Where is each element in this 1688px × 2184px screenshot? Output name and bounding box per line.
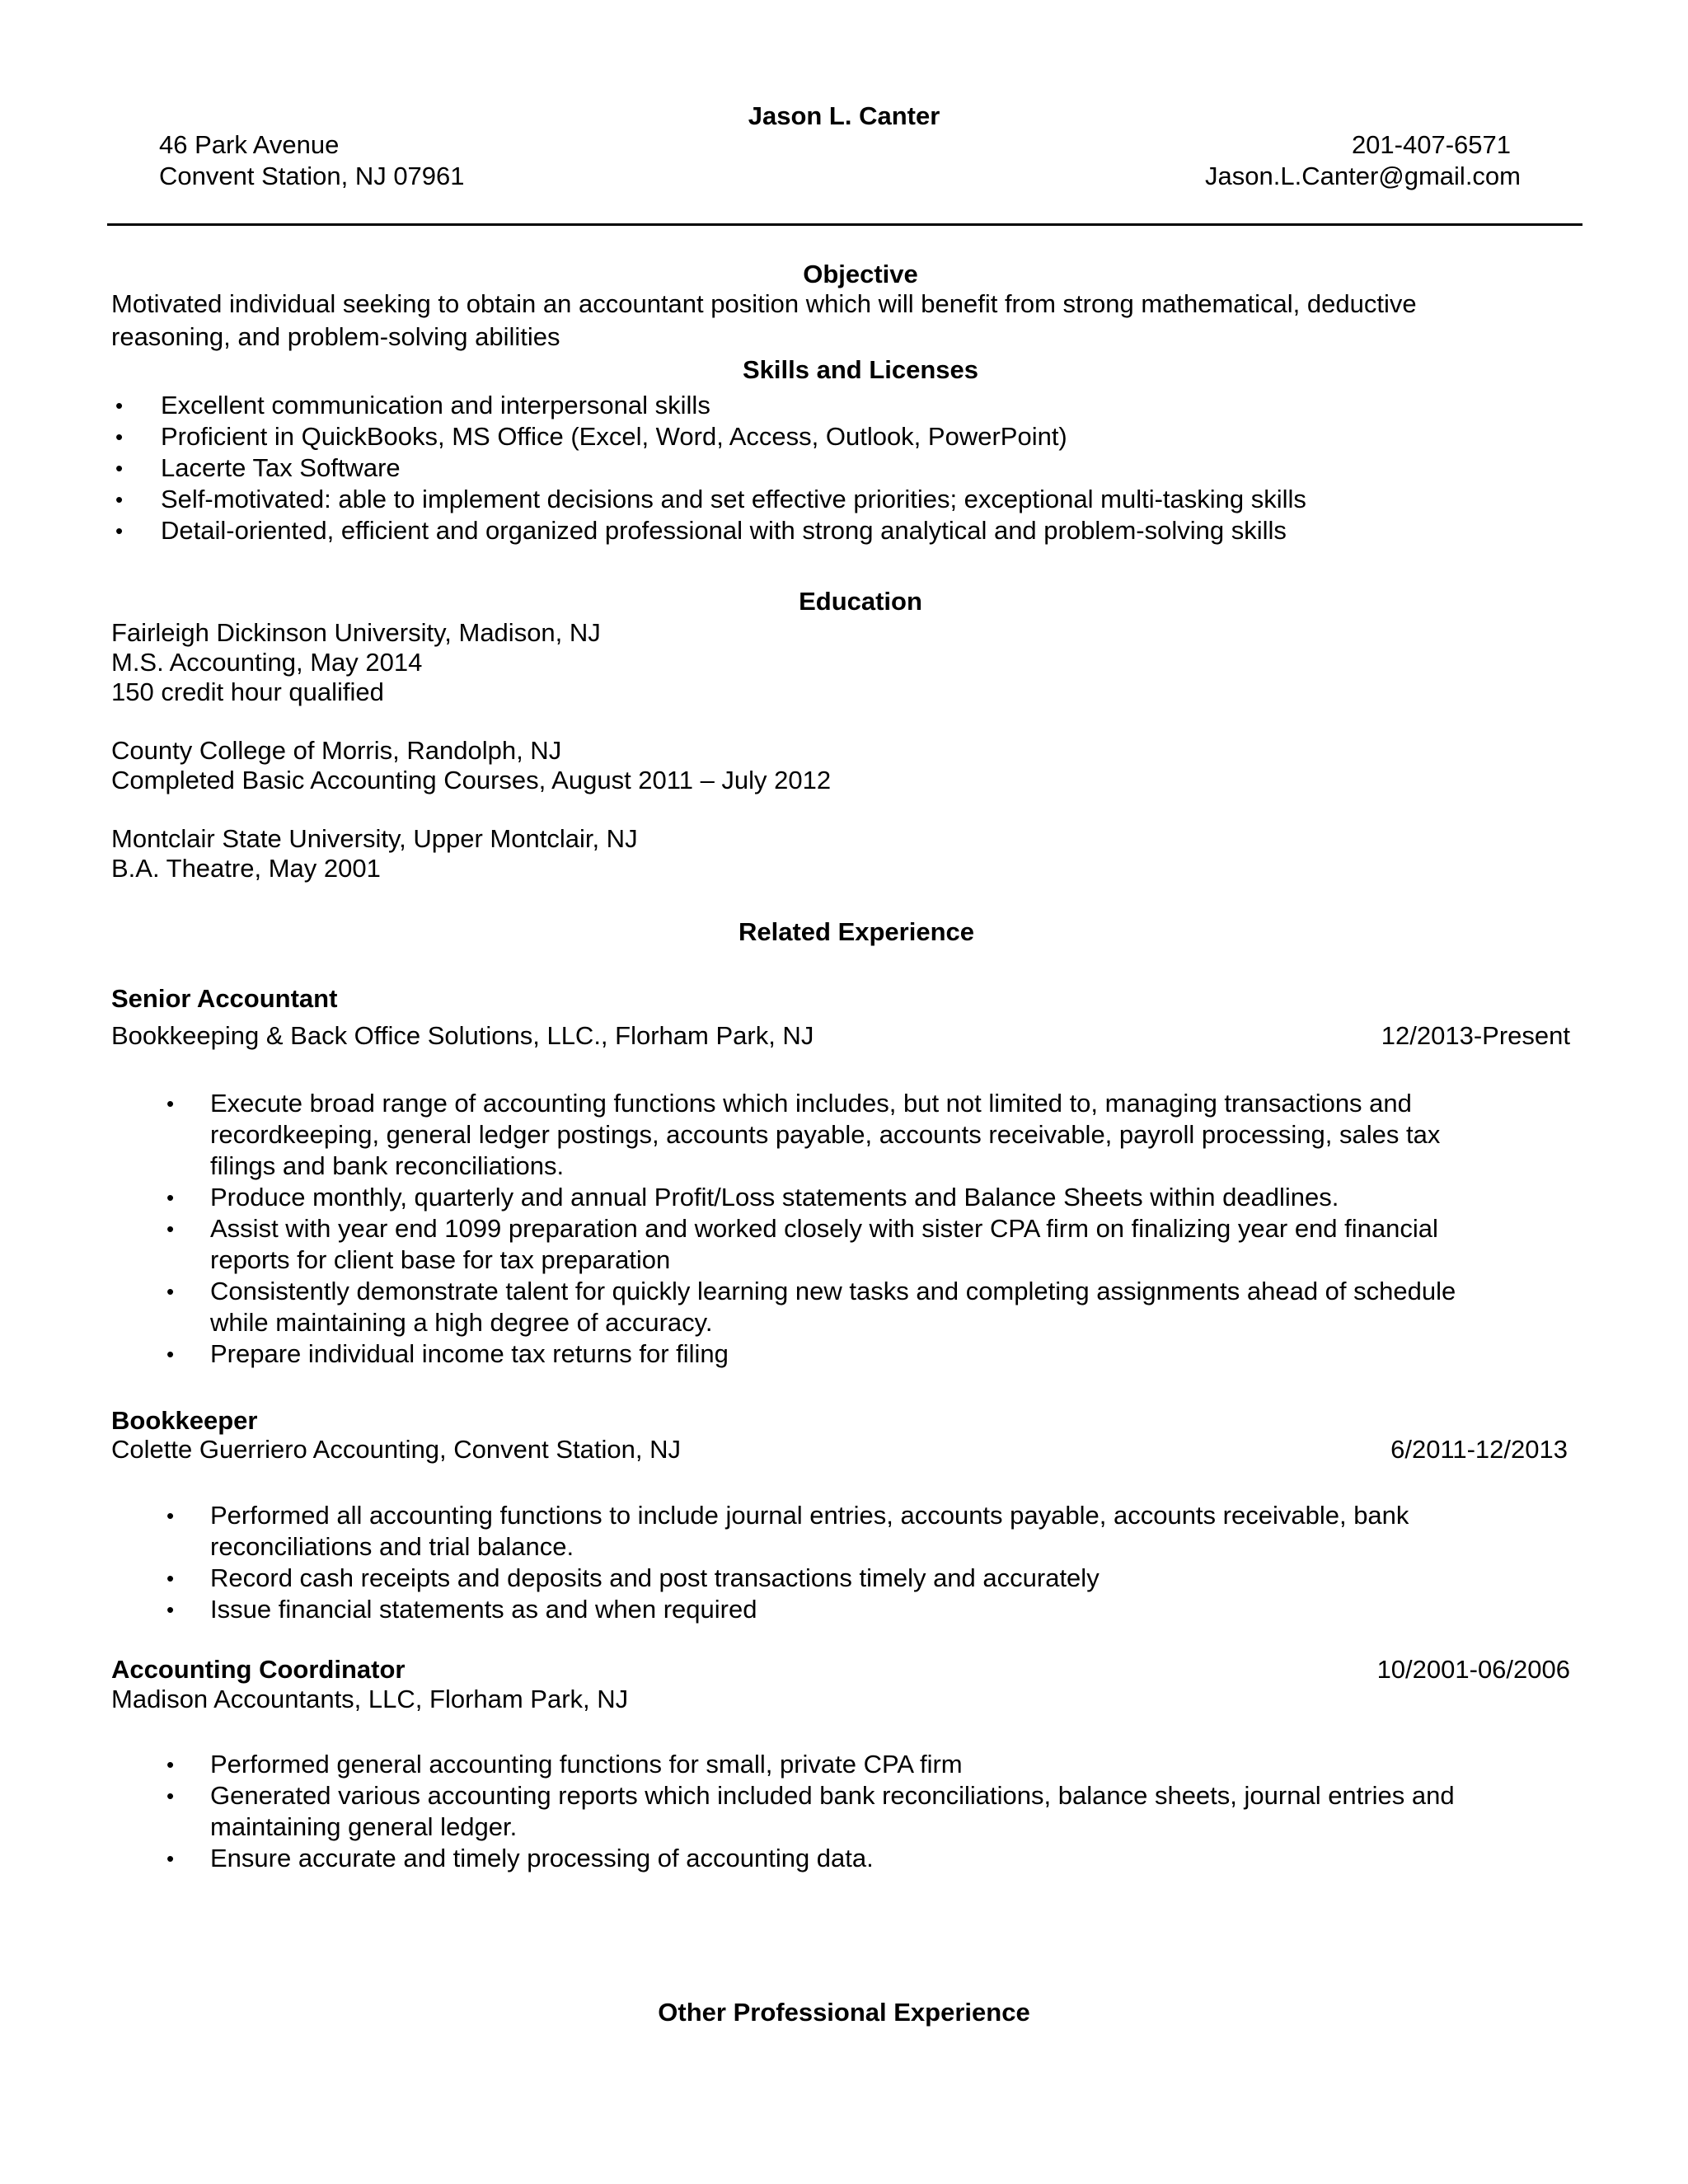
job-company: Bookkeeping & Back Office Solutions, LLC., Florham Park, NJ — [111, 1021, 814, 1050]
education-heading: Education — [799, 587, 922, 616]
list-item — [111, 1276, 1456, 1338]
resume-name: Jason L. Canter — [748, 101, 940, 130]
list-item — [111, 1182, 1456, 1213]
list-item-text: reports for client base for tax preparation — [210, 1245, 671, 1274]
related-experience-heading: Related Experience — [738, 917, 975, 946]
list-item-text: Consistently demonstrate talent for quickly learning new tasks and completing assignments ahead of schedule — [210, 1277, 1456, 1305]
education-line: County College of Morris, Randolph, NJ — [111, 736, 562, 765]
job-dates: 12/2013-Present — [1381, 1021, 1570, 1050]
list-item — [111, 1338, 1456, 1370]
list-item — [111, 1594, 1409, 1625]
list-item — [111, 452, 1306, 484]
list-item-text: Generated various accounting reports which included bank reconciliations, balance sheets, journal entries and — [210, 1781, 1455, 1810]
list-item — [111, 1780, 1455, 1843]
list-item-text: Assist with year end 1099 preparation and worked closely with sister CPA firm on finalizing year end financial — [210, 1214, 1438, 1243]
list-item — [111, 390, 1306, 421]
list-item — [111, 1563, 1409, 1594]
list-item-text: Produce monthly, quarterly and annual Profit/Loss statements and Balance Sheets within deadlines. — [210, 1183, 1339, 1212]
address-line-1: 46 Park Avenue — [159, 130, 340, 159]
header-divider — [107, 223, 1582, 226]
list-item — [111, 484, 1306, 515]
bullet-icon: • — [115, 487, 124, 512]
bullet-icon: • — [166, 1783, 175, 1808]
skills-heading: Skills and Licenses — [742, 355, 979, 384]
education-entry — [111, 736, 831, 795]
job-company: Colette Guerriero Accounting, Convent Station, NJ — [111, 1435, 681, 1464]
list-item-text: maintaining general ledger. — [210, 1812, 518, 1841]
list-item-text: Self-motivated: able to implement decisions and set effective priorities; exceptional multi-tasking skills — [161, 485, 1306, 513]
list-item-text: Detail-oriented, efficient and organized professional with strong analytical and problem-solving skills — [161, 516, 1287, 545]
list-item-text: Lacerte Tax Software — [161, 453, 401, 482]
list-item-text: Record cash receipts and deposits and post transactions timely and accurately — [210, 1563, 1100, 1592]
education-line: Completed Basic Accounting Courses, August 2011 – July 2012 — [111, 766, 832, 794]
list-item — [111, 1500, 1409, 1563]
job-duties-list — [111, 1088, 1456, 1370]
education-list — [111, 618, 831, 912]
education-entry — [111, 824, 831, 883]
bullet-icon: • — [115, 393, 124, 418]
bullet-icon: • — [166, 1752, 175, 1777]
bullet-icon: • — [166, 1216, 175, 1241]
list-item-text: Ensure accurate and timely processing of accounting data. — [210, 1844, 874, 1872]
education-entry — [111, 618, 831, 707]
education-line: 150 credit hour qualified — [111, 677, 384, 706]
list-item-text: Proficient in QuickBooks, MS Office (Excel, Word, Access, Outlook, PowerPoint) — [161, 422, 1067, 451]
email-address[interactable]: Jason.L.Canter@gmail.com — [1205, 162, 1521, 190]
objective-text-line-2: reasoning, and problem-solving abilities — [111, 322, 560, 351]
list-item-text: recordkeeping, general ledger postings, accounts payable, accounts receivable, payroll processing, sales tax — [210, 1120, 1441, 1149]
list-item-text: Performed general accounting functions for small, private CPA firm — [210, 1750, 963, 1779]
list-item-text: while maintaining a high degree of accuracy. — [210, 1308, 713, 1337]
bullet-icon: • — [166, 1091, 175, 1116]
list-item-text: Performed all accounting functions to include journal entries, accounts payable, accounts receivable, bank — [210, 1501, 1409, 1530]
education-line: Fairleigh Dickinson University, Madison, NJ — [111, 618, 601, 647]
job-dates: 10/2001-06/2006 — [1376, 1655, 1570, 1684]
bullet-icon: • — [166, 1846, 175, 1871]
list-item-text: Issue financial statements as and when required — [210, 1595, 757, 1624]
list-item-text: Prepare individual income tax returns for filing — [210, 1339, 729, 1368]
list-item — [111, 421, 1306, 452]
education-line: M.S. Accounting, May 2014 — [111, 648, 423, 677]
bullet-icon: • — [166, 1503, 175, 1528]
phone-number: 201-407-6571 — [1351, 130, 1511, 159]
list-item-text: reconciliations and trial balance. — [210, 1532, 574, 1561]
bullet-icon: • — [166, 1185, 175, 1210]
skills-list — [111, 390, 1306, 546]
education-line: Montclair State University, Upper Montclair, NJ — [111, 824, 638, 853]
address-line-2: Convent Station, NJ 07961 — [159, 162, 465, 190]
bullet-icon: • — [166, 1279, 175, 1304]
job-company: Madison Accountants, LLC, Florham Park, NJ — [111, 1685, 629, 1713]
bullet-icon: • — [166, 1342, 175, 1366]
list-item — [111, 1213, 1456, 1276]
education-line: B.A. Theatre, May 2001 — [111, 854, 381, 883]
objective-heading: Objective — [803, 260, 918, 288]
bullet-icon: • — [166, 1566, 175, 1591]
job-title-senior-accountant: Senior Accountant — [111, 984, 338, 1013]
list-item-text: Excellent communication and interpersonal skills — [161, 391, 710, 419]
list-item-text: Execute broad range of accounting functions which includes, but not limited to, managing transactions and — [210, 1089, 1412, 1118]
job-title-accounting-coordinator: Accounting Coordinator — [111, 1655, 406, 1684]
objective-text-line-1: Motivated individual seeking to obtain an accountant position which will benefit from strong mathematical, deductive — [111, 289, 1417, 318]
bullet-icon: • — [115, 518, 124, 543]
other-experience-heading: Other Professional Experience — [658, 1998, 1030, 2027]
bullet-icon: • — [115, 456, 124, 480]
job-duties-list — [111, 1500, 1409, 1625]
list-item — [111, 1088, 1456, 1182]
job-duties-list — [111, 1749, 1455, 1874]
bullet-icon: • — [115, 424, 124, 449]
list-item-text: filings and bank reconciliations. — [210, 1151, 565, 1180]
bullet-icon: • — [166, 1597, 175, 1622]
list-item — [111, 1843, 1455, 1874]
list-item — [111, 1749, 1455, 1780]
list-item — [111, 515, 1306, 546]
job-title-bookkeeper: Bookkeeper — [111, 1406, 258, 1435]
job-dates: 6/2011-12/2013 — [1390, 1435, 1568, 1464]
